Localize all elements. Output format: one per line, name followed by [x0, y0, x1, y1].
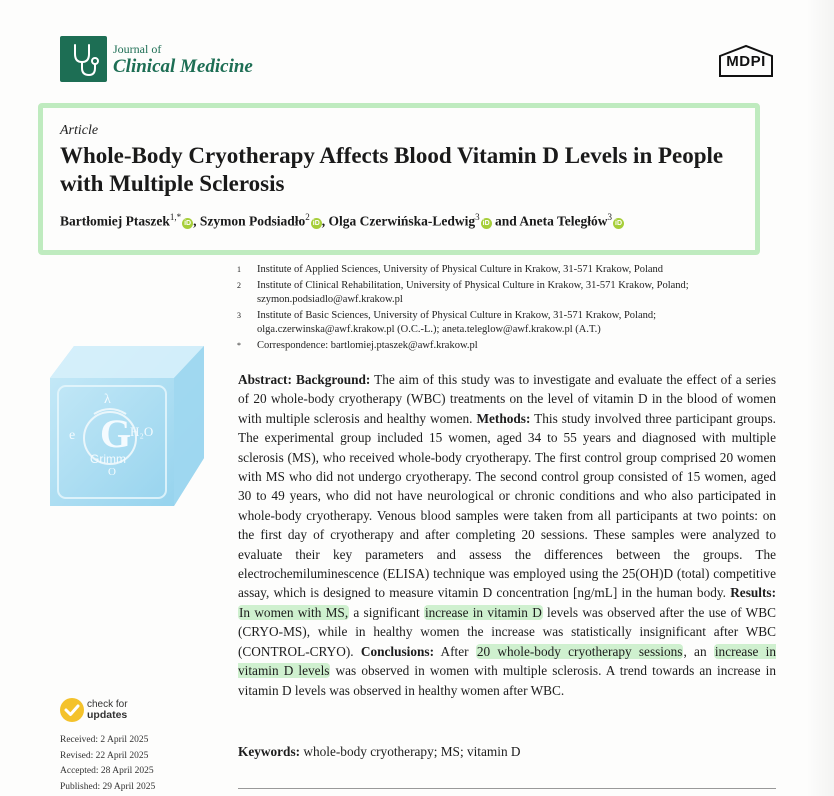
results-text: a significant — [349, 604, 424, 620]
cube-left-text: e — [69, 428, 76, 443]
published-date: Published: 29 April 2025 — [60, 781, 156, 792]
results-highlight: increase in vitamin D — [424, 604, 542, 620]
accepted-date: Accepted: 28 April 2025 — [60, 766, 154, 776]
affiliation-number: 1 — [237, 265, 241, 274]
orcid-icon[interactable]: iD — [615, 219, 623, 227]
abstract-label: Abstract: — [238, 372, 292, 387]
affiliation-text: Institute of Basic Sciences, University of Physical Culture in Krakow, 31-571 Krakow, Poland; — [257, 310, 657, 321]
divider — [238, 788, 776, 789]
ice-cube-grimm-icon — [44, 338, 216, 510]
author-affiliation-mark: 2 — [305, 212, 310, 222]
conclusions-label: Conclusions: — [360, 643, 435, 659]
conclusions-highlight: 20 whole-body cryotherapy sessions — [476, 643, 683, 659]
orcid-icon[interactable]: iD — [312, 219, 320, 227]
keywords — [238, 744, 521, 760]
cube-bottom-text: O — [108, 466, 116, 478]
correspondence-text: Correspondence: bartlomiej.ptaszek@awf.krakow.pl — [257, 340, 478, 351]
affiliation-item — [237, 263, 777, 277]
author-affiliation-mark: 1,* — [169, 212, 182, 222]
conclusions-text: , an — [683, 643, 714, 659]
page-edge-shadow — [806, 0, 834, 796]
author-name: Bartłomiej Ptaszek — [60, 213, 170, 229]
author-name: Szymon Podsiadło — [199, 213, 306, 229]
check-updates-line1: check for — [87, 699, 128, 710]
affiliation-item — [237, 279, 777, 307]
affiliation-text: Institute of Applied Sciences, University of Physical Culture in Krakow, 31-571 Krakow, Poland — [257, 264, 664, 275]
checkmark-icon — [60, 698, 84, 722]
results-label: Results: — [730, 585, 777, 601]
affiliation-email: olga.czerwinska@awf.krakow.pl (O.C.-L.); aneta.teleglow@awf.krakow.pl (A.T.) — [257, 324, 601, 335]
author-name: Olga Czerwińska-Ledwig — [328, 213, 476, 229]
journal-name-big: Clinical Medicine — [113, 56, 253, 77]
article-type: Article — [60, 123, 99, 138]
correspondence — [237, 339, 777, 353]
background-text: The aim of this study was to investigate and evaluate the effect of a series of 20 whole-body cryotherapy (WBC) treatments on the level of vitamin D in the blood of women with multiple sclerosis and healthy women. — [238, 372, 776, 426]
results-highlight: In women with MS, — [239, 604, 349, 620]
keywords-label: Keywords: — [238, 744, 301, 759]
publisher-name: MDPI — [726, 53, 766, 70]
cube-top-text: λ — [104, 392, 111, 407]
received-date: Received: 2 April 2025 — [60, 735, 149, 745]
author-separator: , — [193, 213, 200, 229]
author-affiliation-mark: 3 — [475, 212, 480, 222]
abstract — [238, 370, 776, 700]
methods-label: Methods: — [476, 410, 531, 426]
conclusions-highlight: increase in vitamin D levels — [238, 643, 776, 679]
revised-date: Revised: 22 April 2025 — [60, 750, 149, 761]
journal-name-small: Journal of — [113, 42, 162, 56]
stethoscope-logo-icon — [60, 36, 107, 82]
correspondence-mark: * — [237, 341, 241, 350]
check-updates-line2: updates — [87, 709, 128, 721]
mdpi-logo — [714, 44, 778, 80]
author-separator: , — [321, 213, 329, 229]
methods-text: This study involved three participant groups. The experimental group included 15 women, aged 34 to 55 years and diagnosed with multiple sclerosis (MS), who received whole-body cryotherapy. The first control group comprised 20 women with MS who did not undergo cryotherapy. The second control group consisted of 15 women, aged 30 to 49 years, who did not have neurological or chronic conditions and who also participated in whole-body cryotherapy. Venous blood samples were taken from all participants at two points: on the first day of cryotherapy and after completing 20 sessions. These samples were analyzed to evaluate their key parameters and assess the differences between the groups. The electrochemiluminescence (ELISA) technique was employed using the 25(OH)D (total) competitive assay, which is designed to measure vitamin D concentration [ng/mL] in the human body. — [238, 410, 776, 601]
publication-dates — [60, 733, 155, 795]
affiliation-item — [237, 309, 777, 337]
cube-label: Grimm — [90, 452, 126, 466]
conclusions-text: was observed in women with multiple sclerosis. A trend towards an increase in vitamin D levels was observed in healthy women after WBC. — [238, 663, 776, 698]
author-name: Aneta Teległów — [519, 213, 608, 229]
affiliations — [237, 263, 777, 353]
results-text: levels was observed after the use of WBC (CRYO-MS), while in healthy women the increase was statistically insignificant after WBC (CONTROL-CRYO). — [238, 604, 776, 659]
conclusions-text: After — [440, 643, 476, 659]
background-label: Background: — [295, 372, 371, 387]
journal-name — [113, 43, 253, 78]
check-for-updates-button[interactable] — [60, 698, 180, 724]
affiliation-number: 2 — [237, 281, 241, 290]
cube-right-text: H₂O — [130, 424, 154, 439]
orcid-icon[interactable]: iD — [184, 219, 192, 227]
author-separator: and — [491, 213, 520, 229]
affiliation-email: szymon.podsiadlo@awf.krakow.pl — [257, 294, 403, 305]
affiliation-number: 3 — [237, 311, 241, 320]
affiliation-text: Institute of Clinical Rehabilitation, University of Physical Culture in Krakow, 31-571 Krakow, Poland; — [257, 280, 689, 291]
orcid-icon[interactable]: iD — [482, 219, 490, 227]
cube-symbol: G — [100, 411, 132, 456]
article-title: Whole-Body Cryotherapy Affects Blood Vitamin D Levels in People with Multiple Sclerosis — [60, 143, 724, 196]
author-list — [60, 212, 624, 230]
author-affiliation-mark: 3 — [607, 212, 613, 222]
keywords-text: whole-body cryotherapy; MS; vitamin D — [303, 744, 521, 759]
